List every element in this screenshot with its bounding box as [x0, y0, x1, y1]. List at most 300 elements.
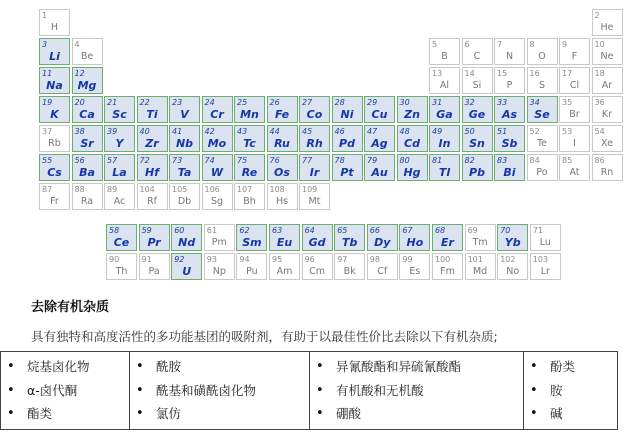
element-tm [465, 224, 496, 251]
element-y [104, 125, 135, 152]
element-as [494, 96, 525, 123]
element-re [234, 154, 265, 181]
atomic-number: 90 [109, 255, 120, 264]
atomic-number: 63 [272, 226, 283, 235]
element-xe [592, 125, 623, 152]
atomic-number: 53 [562, 127, 573, 136]
atomic-number: 86 [594, 156, 605, 165]
element-v [169, 96, 200, 123]
element-symbol: I [573, 138, 576, 149]
element-symbol: Pd [339, 137, 355, 150]
element-symbol: Mg [77, 79, 97, 92]
atomic-number: 29 [367, 98, 378, 107]
element-cr [202, 96, 233, 123]
element-kr [592, 96, 623, 123]
atomic-number: 14 [464, 69, 475, 78]
element-db [169, 183, 200, 210]
atomic-number: 95 [272, 255, 283, 264]
element-dy [367, 224, 398, 251]
element-symbol: Ti [146, 108, 158, 121]
element-rh [299, 125, 330, 152]
atomic-number: 91 [141, 255, 152, 264]
element-symbol: Au [371, 166, 388, 179]
element-ho [399, 224, 430, 251]
element-h [39, 9, 70, 36]
atomic-number: 74 [204, 156, 215, 165]
element-symbol: Nb [175, 137, 194, 150]
element-symbol: Mn [240, 108, 259, 121]
element-no [497, 253, 528, 280]
element-symbol: Hs [275, 196, 289, 207]
element-cm [302, 253, 333, 280]
atomic-number: 78 [334, 156, 345, 165]
atomic-number: 62 [239, 226, 250, 235]
element-mt [299, 183, 330, 210]
element-sr [72, 125, 103, 152]
element-yb [497, 224, 528, 251]
atomic-number: 105 [172, 185, 188, 194]
element-symbol: Rb [48, 138, 61, 149]
atomic-number: 65 [337, 226, 348, 235]
element-symbol: Os [274, 166, 290, 179]
element-be [72, 38, 103, 65]
element-rn [592, 154, 623, 181]
element-symbol: Pu [246, 266, 258, 277]
element-symbol: W [210, 166, 224, 179]
element-symbol: Tb [341, 236, 358, 249]
element-f [559, 38, 590, 65]
element-symbol: Pm [211, 237, 227, 248]
atomic-number: 61 [206, 226, 217, 235]
list-item: • 异氰酸酯和异硫氰酸酯 [314, 355, 523, 379]
atomic-number: 15 [497, 69, 508, 78]
element-np [204, 253, 235, 280]
element-symbol: Cl [569, 80, 580, 91]
element-symbol: Ag [371, 137, 388, 150]
element-co [299, 96, 330, 123]
atomic-number: 7 [497, 40, 503, 49]
atomic-number: 77 [302, 156, 313, 165]
element-th [106, 253, 137, 280]
element-pr [139, 224, 170, 251]
atomic-number: 73 [172, 156, 183, 165]
atomic-number: 69 [467, 226, 478, 235]
element-symbol: Fm [440, 266, 455, 277]
element-symbol: Lu [539, 237, 551, 248]
atomic-number: 46 [334, 127, 345, 136]
atomic-number: 10 [594, 40, 605, 49]
atomic-number: 104 [139, 185, 155, 194]
element-fr [39, 183, 70, 210]
element-pb [462, 154, 493, 181]
element-u [171, 253, 202, 280]
element-k [39, 96, 70, 123]
atomic-number: 92 [174, 255, 185, 264]
element-symbol: Pb [469, 166, 485, 179]
element-rb [39, 125, 70, 152]
element-c [462, 38, 493, 65]
element-symbol: No [506, 266, 520, 277]
atomic-number: 85 [562, 156, 573, 165]
atomic-number: 80 [399, 156, 410, 165]
element-fe [267, 96, 298, 123]
element-symbol: Sb [501, 137, 518, 150]
element-symbol: O [538, 51, 546, 62]
atomic-number: 24 [204, 98, 215, 107]
atomic-number: 82 [464, 156, 475, 165]
element-symbol: Pt [340, 166, 354, 179]
atomic-number: 26 [269, 98, 280, 107]
impurity-table [0, 351, 618, 430]
element-bk [334, 253, 365, 280]
list-item: • α-卤代酮 [5, 379, 129, 403]
element-symbol: Be [80, 51, 94, 62]
atomic-number: 38 [74, 127, 85, 136]
element-lu [530, 224, 561, 251]
element-md [465, 253, 496, 280]
element-ac [104, 183, 135, 210]
list-item: • 酯类 [5, 402, 129, 426]
element-symbol: Sg [210, 196, 224, 207]
element-symbol: N [505, 51, 514, 62]
element-tc [234, 125, 265, 152]
atomic-number: 3 [42, 40, 48, 49]
atomic-number: 97 [337, 255, 348, 264]
element-symbol: Zn [404, 108, 420, 121]
atomic-number: 1 [42, 11, 48, 20]
atomic-number: 79 [367, 156, 378, 165]
element-s [527, 67, 558, 94]
atomic-number: 84 [529, 156, 540, 165]
list-item: • 酰基和磺酰卤化物 [134, 379, 309, 403]
element-symbol: C [473, 51, 481, 62]
atomic-number: 30 [399, 98, 410, 107]
element-cu [364, 96, 395, 123]
atomic-number: 103 [532, 255, 549, 264]
element-am [269, 253, 300, 280]
atomic-number: 5 [432, 40, 438, 49]
element-symbol: Cr [210, 108, 224, 121]
atomic-number: 49 [432, 127, 443, 136]
element-la [104, 154, 135, 181]
element-symbol: Na [46, 79, 63, 92]
section-title: 去除有机杂质 [31, 300, 110, 315]
element-symbol: Md [472, 266, 488, 277]
element-symbol: Se [534, 108, 550, 121]
atomic-number: 59 [141, 226, 152, 235]
element-symbol: V [180, 108, 189, 121]
atomic-number: 50 [464, 127, 475, 136]
atomic-number: 18 [594, 69, 605, 78]
element-he [592, 9, 623, 36]
element-sn [462, 125, 493, 152]
atomic-number: 12 [74, 69, 85, 78]
list-item: • 酚类 [528, 355, 617, 379]
atomic-number: 48 [399, 127, 410, 136]
element-sb [494, 125, 525, 152]
element-mg [72, 67, 103, 94]
element-symbol: Sc [112, 108, 127, 121]
element-symbol: S [538, 80, 546, 91]
element-gd [302, 224, 333, 251]
element-symbol: Br [569, 109, 580, 120]
atomic-number: 102 [500, 255, 516, 264]
element-ru [267, 125, 298, 152]
atomic-number: 96 [304, 255, 315, 264]
element-symbol: Bh [243, 196, 256, 207]
atomic-number: 32 [464, 98, 475, 107]
atomic-number: 22 [139, 98, 150, 107]
atomic-number: 58 [109, 226, 120, 235]
atomic-number: 11 [42, 69, 53, 78]
atomic-number: 40 [139, 127, 150, 136]
element-br [559, 96, 590, 123]
list-item: • 碱 [528, 402, 617, 426]
atomic-number: 23 [172, 98, 183, 107]
atomic-number: 34 [529, 98, 540, 107]
atomic-number: 70 [500, 226, 511, 235]
element-rf [137, 183, 168, 210]
element-symbol: Bk [343, 266, 356, 277]
element-symbol: Po [536, 167, 548, 178]
atomic-number: 57 [107, 156, 118, 165]
element-ba [72, 154, 103, 181]
element-p [494, 67, 525, 94]
list-item: • 硼酸 [314, 402, 523, 426]
list-item: • 氯仿 [134, 402, 309, 426]
impurity-column-1 [1, 352, 130, 430]
element-symbol: Nd [178, 236, 196, 249]
element-symbol: Ho [406, 236, 424, 249]
element-po [527, 154, 558, 181]
element-symbol: Re [241, 166, 258, 179]
element-ar [592, 67, 623, 94]
element-symbol: Li [49, 50, 60, 63]
element-sm [236, 224, 267, 251]
element-symbol: Er [441, 236, 454, 249]
element-symbol: Rn [600, 167, 614, 178]
impurity-column-4 [524, 352, 618, 430]
element-pt [332, 154, 363, 181]
element-symbol: Zr [145, 137, 159, 150]
element-symbol: Cd [404, 137, 420, 150]
atomic-number: 42 [204, 127, 215, 136]
element-symbol: Y [115, 137, 124, 150]
element-zn [397, 96, 428, 123]
element-symbol: Fe [274, 108, 290, 121]
atomic-number: 4 [74, 40, 80, 49]
element-symbol: Gd [308, 236, 326, 249]
element-ra [72, 183, 103, 210]
element-bh [234, 183, 265, 210]
element-symbol: Th [115, 266, 128, 277]
impurity-column-3 [310, 352, 524, 430]
element-symbol: At [569, 167, 580, 178]
element-b [429, 38, 460, 65]
element-na [39, 67, 70, 94]
atomic-number: 2 [594, 11, 600, 20]
element-ge [462, 96, 493, 123]
element-symbol: Sr [80, 137, 94, 150]
atomic-number: 44 [269, 127, 280, 136]
element-w [202, 154, 233, 181]
element-symbol: Kr [601, 109, 613, 120]
element-nd [171, 224, 202, 251]
element-ag [364, 125, 395, 152]
atomic-number: 81 [432, 156, 443, 165]
atomic-number: 107 [237, 185, 253, 194]
element-symbol: Ir [309, 166, 320, 179]
atomic-number: 25 [237, 98, 248, 107]
element-symbol: Sm [242, 236, 262, 249]
element-es [399, 253, 430, 280]
atomic-number: 60 [174, 226, 185, 235]
element-hf [137, 154, 168, 181]
element-ce [106, 224, 137, 251]
element-symbol: Eu [276, 236, 293, 249]
element-bi [494, 154, 525, 181]
element-ga [429, 96, 460, 123]
element-symbol: Ca [79, 108, 95, 121]
element-symbol: Ce [113, 236, 130, 249]
element-symbol: Ni [340, 108, 354, 121]
atomic-number: 45 [302, 127, 313, 136]
element-cf [367, 253, 398, 280]
element-symbol: Pr [147, 236, 161, 249]
section-description: 具有独特和高度活性的多功能基团的吸附剂，有助于以最佳性价比去除以下有机杂质; [31, 329, 498, 344]
element-cl [559, 67, 590, 94]
atomic-number: 89 [107, 185, 118, 194]
element-symbol: Fr [50, 196, 59, 207]
element-tb [334, 224, 365, 251]
element-ti [137, 96, 168, 123]
element-symbol: Al [439, 80, 450, 91]
element-at [559, 154, 590, 181]
element-pm [204, 224, 235, 251]
element-er [432, 224, 463, 251]
element-zr [137, 125, 168, 152]
list-item: • 有机酸和无机酸 [314, 379, 523, 403]
element-symbol: P [506, 80, 513, 91]
atomic-number: 101 [467, 255, 483, 264]
atomic-number: 37 [42, 127, 53, 136]
element-cd [397, 125, 428, 152]
atomic-number: 16 [529, 69, 540, 78]
atomic-number: 56 [74, 156, 85, 165]
atomic-number: 87 [42, 185, 53, 194]
atomic-number: 6 [464, 40, 470, 49]
element-symbol: Ac [113, 196, 126, 207]
impurity-row [1, 352, 618, 430]
element-sc [104, 96, 135, 123]
atomic-number: 51 [497, 127, 508, 136]
atomic-number: 41 [172, 127, 183, 136]
atomic-number: 8 [529, 40, 535, 49]
atomic-number: 66 [369, 226, 380, 235]
element-symbol: Cf [377, 266, 388, 277]
list-item: • 胺 [528, 379, 617, 403]
element-symbol: F [571, 51, 578, 62]
atomic-number: 76 [269, 156, 280, 165]
element-te [527, 125, 558, 152]
element-symbol: Am [276, 266, 293, 277]
element-symbol: Co [306, 108, 323, 121]
atomic-number: 28 [334, 98, 345, 107]
element-symbol: Sn [469, 137, 485, 150]
element-symbol: B [441, 51, 448, 62]
element-in [429, 125, 460, 152]
atomic-number: 47 [367, 127, 378, 136]
atomic-number: 108 [269, 185, 285, 194]
element-ne [592, 38, 623, 65]
list-item: • 酰胺 [134, 355, 309, 379]
element-ir [299, 154, 330, 181]
element-symbol: Ga [436, 108, 453, 121]
atomic-number: 109 [302, 185, 318, 194]
element-symbol: In [438, 137, 451, 150]
element-symbol: Mo [207, 137, 227, 150]
atomic-number: 71 [532, 226, 543, 235]
element-symbol: Ra [80, 196, 94, 207]
element-symbol: Ta [177, 166, 192, 179]
element-symbol: Hg [403, 166, 421, 179]
element-tl [429, 154, 460, 181]
atomic-number: 13 [432, 69, 443, 78]
element-os [267, 154, 298, 181]
atomic-number: 75 [237, 156, 248, 165]
element-pa [139, 253, 170, 280]
element-ta [169, 154, 200, 181]
element-symbol: Ar [601, 80, 613, 91]
element-symbol: Ge [468, 108, 486, 121]
atomic-number: 36 [594, 98, 605, 107]
element-symbol: H [50, 22, 59, 33]
element-symbol: Ru [274, 137, 290, 150]
element-pu [236, 253, 267, 280]
element-symbol: Ne [600, 51, 614, 62]
atomic-number: 83 [497, 156, 508, 165]
atomic-number: 27 [302, 98, 313, 107]
atomic-number: 33 [497, 98, 508, 107]
atomic-number: 68 [435, 226, 446, 235]
atomic-number: 64 [304, 226, 315, 235]
atomic-number: 54 [594, 127, 605, 136]
element-symbol: Np [212, 266, 226, 277]
atomic-number: 21 [107, 98, 118, 107]
element-symbol: U [182, 265, 192, 278]
element-hs [267, 183, 298, 210]
element-symbol: Cu [371, 108, 388, 121]
element-symbol: Mt [308, 196, 321, 207]
atomic-number: 72 [139, 156, 150, 165]
element-nb [169, 125, 200, 152]
element-symbol: Es [409, 266, 421, 277]
element-pd [332, 125, 363, 152]
atomic-number: 17 [562, 69, 573, 78]
element-cs [39, 154, 70, 181]
element-ca [72, 96, 103, 123]
element-symbol: K [50, 108, 59, 121]
element-si [462, 67, 493, 94]
element-al [429, 67, 460, 94]
element-sg [202, 183, 233, 210]
element-symbol: Rh [306, 137, 323, 150]
atomic-number: 52 [529, 127, 540, 136]
element-symbol: Cm [309, 266, 326, 277]
atomic-number: 106 [204, 185, 220, 194]
atomic-number: 19 [42, 98, 53, 107]
atomic-number: 99 [402, 255, 413, 264]
